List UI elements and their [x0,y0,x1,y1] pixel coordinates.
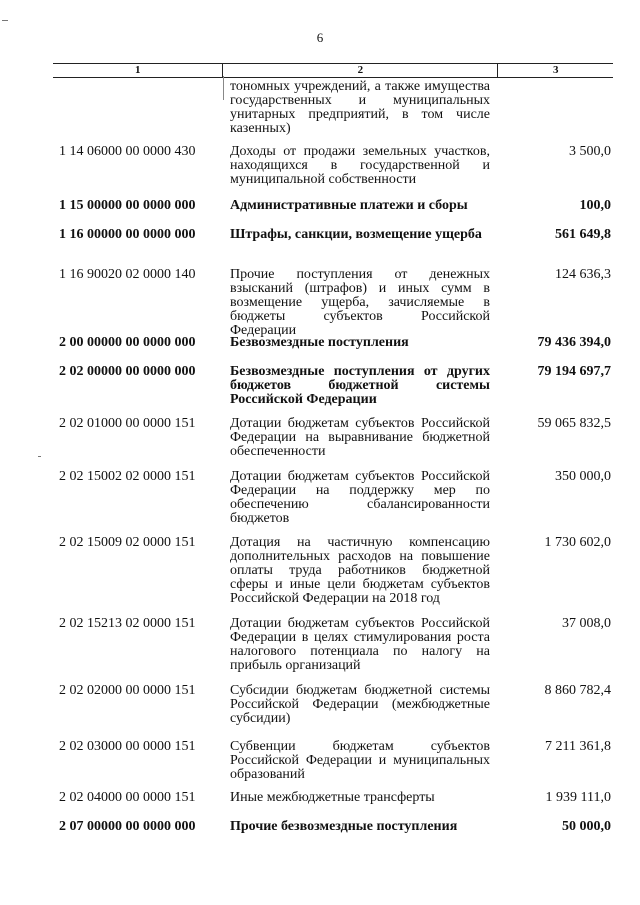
table-row [53,268,613,338]
amount: 79 194 697,7 [537,364,611,379]
table-row [53,617,613,673]
revenue-table [53,63,613,78]
revenue-name: Доходы от продажи земельных участков, находящихся в государственной и муниципальной собственности [230,144,490,187]
budget-code [53,80,223,136]
revenue-name: тономных учреждений, а также имущества государственных и муниципальных унитарных предприятий, в том числе казенных) [230,79,490,136]
table-row [53,365,613,407]
table-row [53,417,613,459]
table-row [53,336,613,350]
amount: 50 000,0 [562,819,611,834]
scan-mark [38,456,41,457]
amount: 59 065 832,5 [537,416,611,431]
budget-code: 2 02 04000 00 0000 151 [59,790,196,805]
budget-code: 1 14 06000 00 0000 430 [59,144,196,159]
revenue-name: Безвозмездные поступления от других бюджетов бюджетной системы Российской Федерации [230,364,490,407]
amount: 79 436 394,0 [537,335,611,350]
amount: 124 636,3 [555,267,611,282]
table-row [53,145,613,187]
amount: 100,0 [579,198,611,213]
revenue-name: Иные межбюджетные трансферты [230,790,435,805]
budget-code: 2 07 00000 00 0000 000 [59,819,196,834]
revenue-name: Дотации бюджетам субъектов Российской Федерации на выравнивание бюджетной обеспеченности [230,416,490,459]
table-header [53,63,613,78]
header-col-3: 3 [552,64,559,76]
amount: 37 008,0 [562,616,611,631]
amount: 1 730 602,0 [544,535,611,550]
amount: 1 939 111,0 [545,790,611,805]
table-row [53,536,613,606]
table-row [53,684,613,726]
table-row [53,740,613,782]
amount: 350 000,0 [555,469,611,484]
budget-code: 2 00 00000 00 0000 000 [59,335,196,350]
revenue-name: Дотация на частичную компенсацию дополнительных расходов на повышение оплаты труда работников бюджетной сферы и иные цели бюджетам субъектов Российской Федерации на 2018 год [230,535,490,606]
revenue-name: Дотации бюджетам субъектов Российской Федерации на поддержку мер по обеспечению сбалансированности бюджетов [230,469,490,526]
scan-mark [2,20,8,21]
table-row [53,820,613,834]
amount [498,80,613,136]
budget-code: 2 02 01000 00 0000 151 [59,416,196,431]
header-col-1: 1 [134,64,141,76]
page-number: 6 [316,30,324,45]
budget-code: 1 15 00000 00 0000 000 [59,198,196,213]
budget-code: 2 02 03000 00 0000 151 [59,739,196,754]
amount: 8 860 782,4 [544,683,611,698]
table-row [53,470,613,526]
amount: 561 649,8 [555,227,611,242]
table-row [53,80,613,136]
amount: 3 500,0 [569,144,611,159]
revenue-name: Дотации бюджетам субъектов Российской Федерации в целях стимулирования роста налогового потенциала по налогу на прибыль организаций [230,616,490,673]
table-row [53,228,613,242]
revenue-name: Прочие поступления от денежных взысканий (штрафов) и иных сумм в возмещение ущерба, зачисляемые в бюджеты субъектов Российской Федерации [230,267,490,338]
table-row [53,199,613,213]
revenue-name: Штрафы, санкции, возмещение ущерба [230,227,482,242]
table-row [53,791,613,805]
amount: 7 211 361,8 [545,739,611,754]
budget-code: 1 16 90020 02 0000 140 [59,267,196,282]
budget-code: 2 02 15002 02 0000 151 [59,469,196,484]
budget-code: 2 02 15009 02 0000 151 [59,535,196,550]
header-col-2: 2 [222,64,498,77]
revenue-name: Субвенции бюджетам субъектов Российской Федерации и муниципальных образований [230,739,490,782]
budget-code: 2 02 00000 00 0000 000 [59,364,196,379]
revenue-name: Субсидии бюджетам бюджетной системы Российской Федерации (межбюджетные субсидии) [230,683,490,726]
budget-code: 2 02 02000 00 0000 151 [59,683,196,698]
budget-code: 1 16 00000 00 0000 000 [59,227,196,242]
revenue-name: Безвозмездные поступления [230,335,409,350]
revenue-name: Административные платежи и сборы [230,198,468,213]
budget-code: 2 02 15213 02 0000 151 [59,616,196,631]
revenue-name: Прочие безвозмездные поступления [230,819,458,834]
